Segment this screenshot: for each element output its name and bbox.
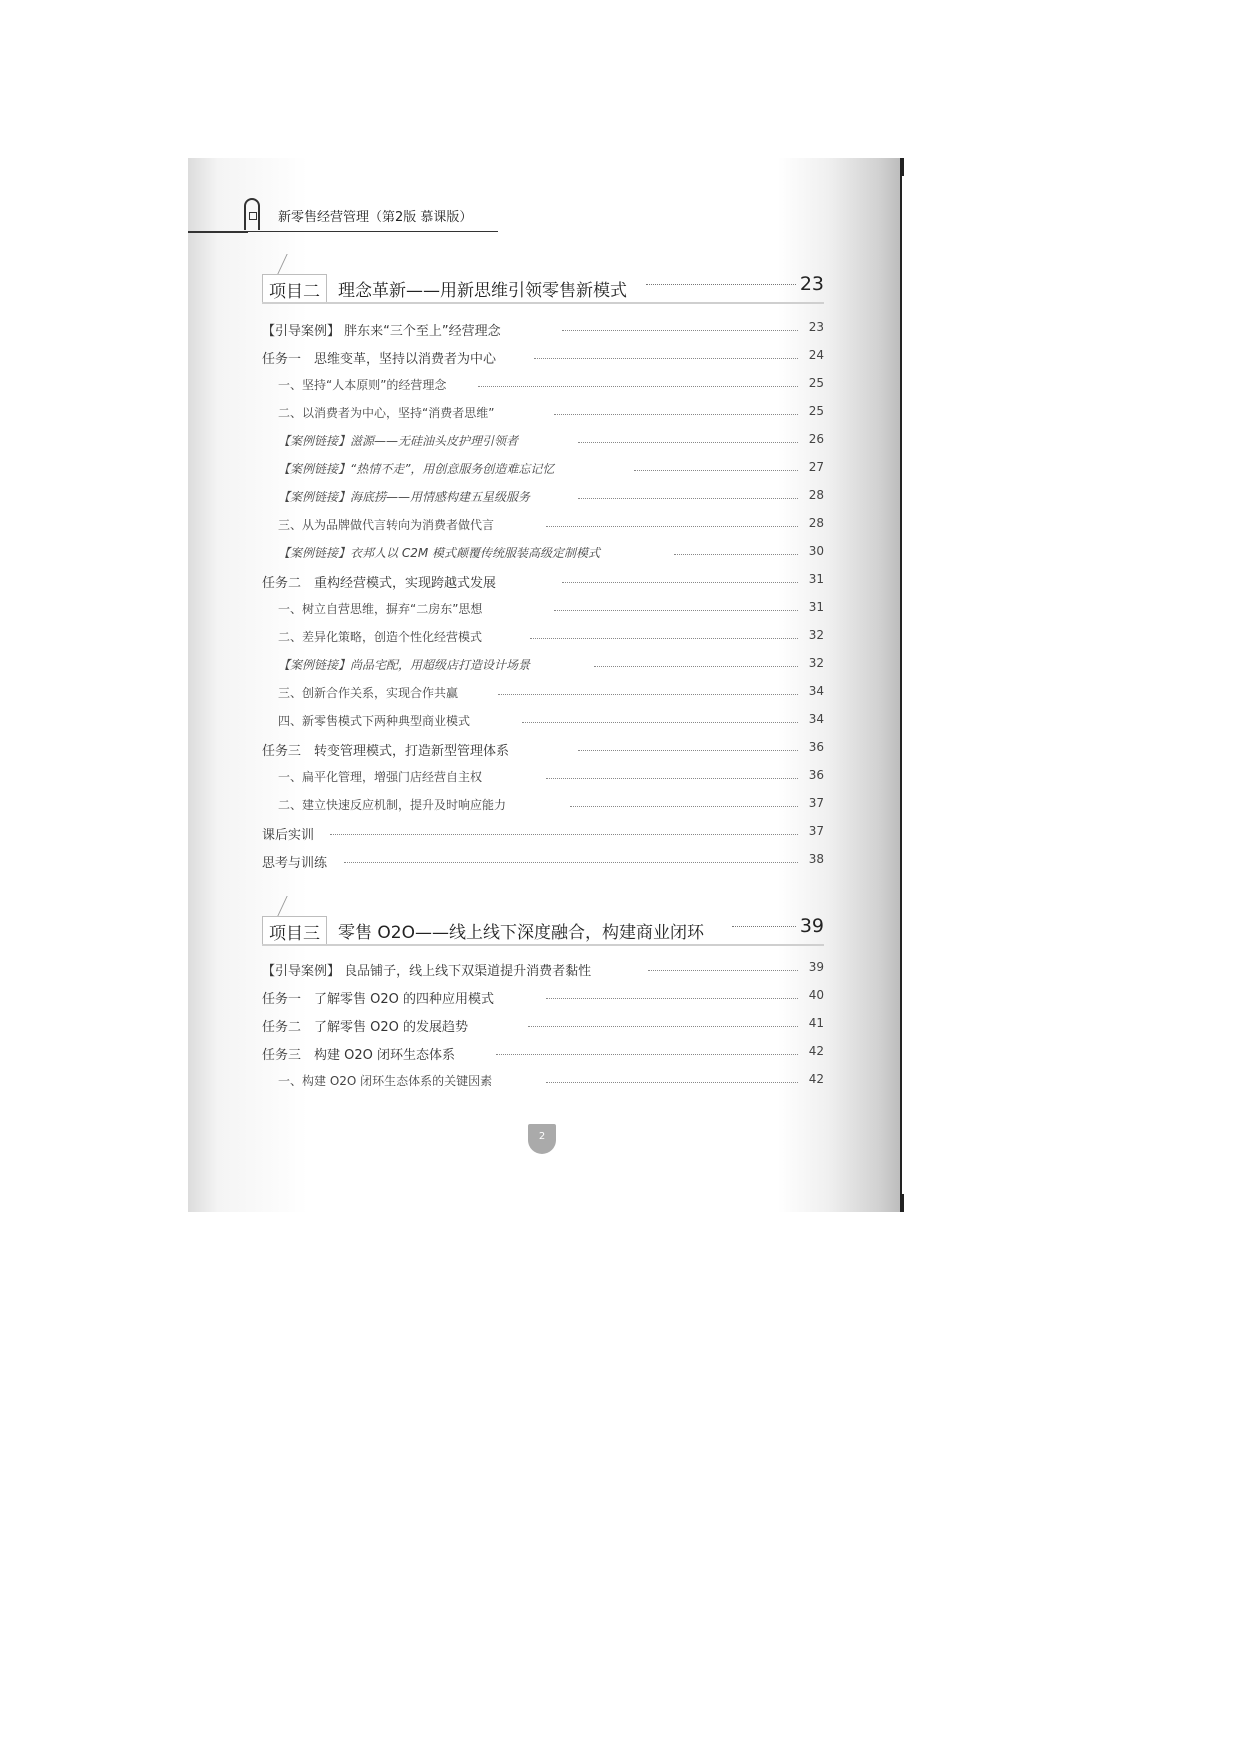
toc-entry-page: 28 [808,488,824,502]
toc-entry-page: 36 [808,768,824,782]
toc-entry-label: 四、新零售模式下两种典型商业模式 [278,714,471,728]
toc-entry-page: 37 [808,824,824,838]
running-header [188,198,498,234]
toc-entry-label: 任务二 了解零售 O2O 的发展趋势 [262,1020,469,1035]
toc-entry-label: 二、以消费者为中心，坚持“消费者思维” [278,406,495,420]
toc-entry[interactable] [262,850,824,872]
toc-entry-page: 42 [808,1044,824,1058]
toc-entry[interactable] [278,514,824,536]
page-number-badge: 2 [528,1124,556,1154]
toc-entry-label: 【引导案例】 良品铺子，线上线下双渠道提升消费者黏性 [262,964,592,979]
toc-entry[interactable] [278,654,824,676]
toc-entry-label: 任务一 思维变革，坚持以消费者为中心 [262,352,497,367]
toc-entry-label: 三、创新合作关系，实现合作共赢 [278,686,459,700]
toc-entry-page: 32 [808,656,824,670]
project-title: 零售 O2O——线上线下深度融合，构建商业闭环 [338,923,704,943]
toc-entry-label: 【案例链接】衣邦人以 C2M 模式颠覆传统服装高级定制模式 [278,546,600,560]
toc-entry[interactable] [262,738,824,760]
toc-entry-page: 24 [808,348,824,362]
toc-entry[interactable] [278,626,824,648]
project-page-number: 23 [799,273,824,295]
project-page-number: 39 [799,915,824,937]
toc-entry-page: 23 [808,320,824,334]
leader-dots [554,414,798,415]
toc-entry-page: 40 [808,988,824,1002]
leader-dots [530,638,798,639]
leader-dots [594,666,798,667]
toc-entry-label: 【案例链接】尚品宅配，用超级店打造设计场景 [278,658,531,672]
heading-underline [262,302,824,304]
toc-entry-page: 27 [808,460,824,474]
toc-entry-page: 38 [808,852,824,866]
toc-entry-page: 32 [808,628,824,642]
toc-entry[interactable] [278,542,824,564]
toc-entry[interactable] [262,822,824,844]
toc-entry-page: 30 [808,544,824,558]
leader-dots [570,806,798,807]
toc-entry-page: 34 [808,684,824,698]
toc-entry-page: 28 [808,516,824,530]
toc-entry-label: 一、扁平化管理，增强门店经营自主权 [278,770,483,784]
leader-dots [546,526,798,527]
heading-decoration [277,254,301,274]
heading-underline [262,944,824,946]
toc-entry-label: 【引导案例】 胖东来“三个至上”经营理念 [262,324,501,339]
leader-dots [534,358,798,359]
leader-dots [344,862,798,863]
toc-entry[interactable] [278,374,824,396]
leader-dots [478,386,798,387]
toc-entry[interactable] [278,598,824,620]
toc-entry[interactable] [278,710,824,732]
leader-dots [578,442,798,443]
toc-entry-page: 42 [808,1072,824,1086]
leader-dots [634,470,798,471]
toc-entry-page: 36 [808,740,824,754]
book-icon [244,198,260,230]
toc-entry[interactable] [278,1070,824,1092]
toc-entry[interactable] [278,458,824,480]
toc-entry-label: 【案例链接】“热情不走”，用创意服务创造难忘记忆 [278,462,555,476]
leader-dots [562,582,798,583]
toc-entry-label: 二、差异化策略，创造个性化经营模式 [278,630,483,644]
project-heading-2[interactable] [262,268,824,304]
leader-dots [562,330,798,331]
project-title: 理念革新——用新思维引领零售新模式 [338,281,627,301]
toc-entry[interactable] [262,570,824,592]
leader-dots [330,834,798,835]
toc-entry-label: 任务二 重构经营模式，实现跨越式发展 [262,576,497,591]
toc-entry-page: 39 [808,960,824,974]
toc-entry[interactable] [262,346,824,368]
toc-entry[interactable] [262,318,824,340]
leader-dots [496,1054,798,1055]
toc-entry-label: 一、坚持“人本原则”的经营理念 [278,378,447,392]
toc-entry-label: 任务一 了解零售 O2O 的四种应用模式 [262,992,495,1007]
toc-entry-page: 31 [808,600,824,614]
toc-entry-label: 任务三 构建 O2O 闭环生态体系 [262,1048,456,1063]
toc-entry-label: 任务三 转变管理模式，打造新型管理体系 [262,744,510,759]
header-rule-left [188,231,248,233]
project-heading-3[interactable] [262,910,824,946]
leader-dots [546,1082,798,1083]
toc-entry[interactable] [262,1014,824,1036]
toc-entry-label: 三、从为品牌做代言转向为消费者做代言 [278,518,495,532]
leader-dots [528,1026,798,1027]
leader-dots [546,998,798,999]
leader-dots [546,778,798,779]
leader-dots [498,694,798,695]
leader-dots [578,750,798,751]
toc-entry[interactable] [278,402,824,424]
toc-entry-label: 一、构建 O2O 闭环生态体系的关键因素 [278,1074,493,1088]
leader-dots [674,554,798,555]
page-edge-mark-bottom [900,1194,904,1212]
leader-dots [732,926,796,927]
toc-entry[interactable] [278,486,824,508]
heading-decoration [277,896,301,916]
book-page [188,158,902,1212]
toc-entry-label: 二、建立快速反应机制，提升及时响应能力 [278,798,507,812]
toc-entry-label: 一、树立自营思维，摒弃“二房东”思想 [278,602,483,616]
toc-entry[interactable] [262,986,824,1008]
toc-entry-page: 31 [808,572,824,586]
toc-entry-label: 思考与训练 [262,856,328,871]
page-edge-mark-top [900,158,904,176]
leader-dots [554,610,798,611]
toc-entry-page: 41 [808,1016,824,1030]
book-title: 新零售经营管理（第2版 慕课版） [278,210,473,225]
project-tag: 项目二 [262,274,327,304]
toc-entry[interactable] [262,1042,824,1064]
header-rule-right [248,231,498,232]
toc-entry-page: 25 [808,404,824,418]
leader-dots [578,498,798,499]
toc-entry-page: 26 [808,432,824,446]
toc-entry[interactable] [278,682,824,704]
project-tag: 项目三 [262,916,327,946]
toc-entry-page: 34 [808,712,824,726]
toc-entry[interactable] [278,766,824,788]
toc-entry[interactable] [278,794,824,816]
leader-dots [646,284,796,285]
toc-entry-label: 【案例链接】滋源——无硅油头皮护理引领者 [278,434,519,448]
toc-entry-page: 25 [808,376,824,390]
leader-dots [648,970,798,971]
toc-entry-label: 【案例链接】海底捞——用情感构建五星级服务 [278,490,531,504]
toc-entry[interactable] [262,958,824,980]
toc-entry-label: 课后实训 [262,828,315,843]
toc-entry[interactable] [278,430,824,452]
toc-entry-page: 37 [808,796,824,810]
leader-dots [522,722,798,723]
